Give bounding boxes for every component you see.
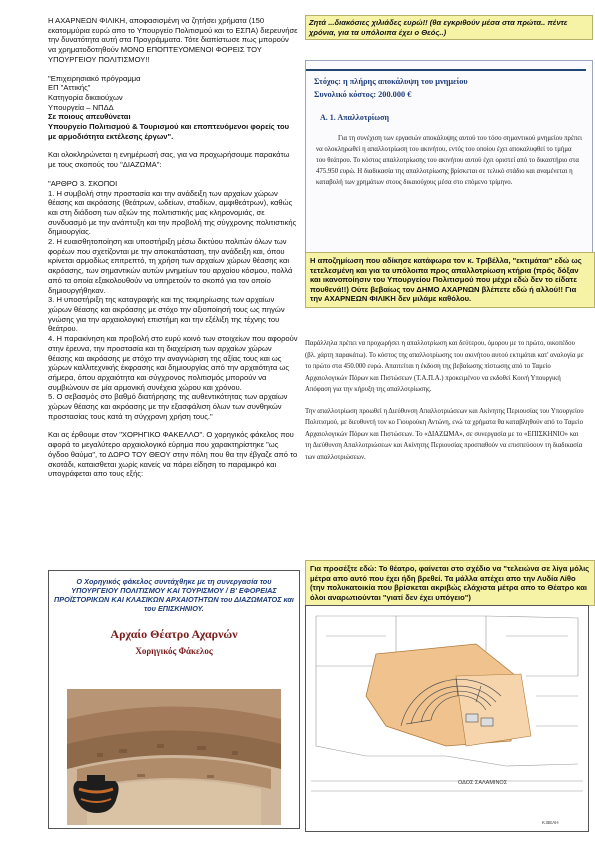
doc-goal: Στόχος: η πλήρης αποκάλυψη του μνημείου [314,77,468,86]
goal-item: 4. Η παρακίνηση και προβολή στο ευρύ κοινό των στοιχείων που αφορούν στην έρευνα, την προστασία και τη διαχείριση των αρχαίων χώρων θέασης και ακρόασης με στόχο την αναγνώριση της αξίας τους και ως χώρων καλλιτεχνικής έκφρασης και δημιουργίας από την αρχαιότητα ως σήμερα, όπου αρχαιότητα και σύγχρονος πολιτισμός μπορούν να συμβιώνουν σε μία αρμονική συνέχεια χώρου και χρόνου. [48,334,298,392]
sponsorship-folder-cover [48,570,300,829]
project-document-excerpt [305,60,593,254]
category-line: Κατηγορία δικαιούχων [48,92,123,102]
expropriation-plot [456,674,531,746]
doc-cost: Συνολικό κόστος: 200.000 € [314,90,412,99]
closing-paragraph: Και ας έρθουμε στον "ΧΟΡΗΓΙΚΟ ΦΑΚΕΛΛΟ". Ο χορηγικός φάκελος που αφορά το μεγαλύτερο αρχαιολογικό εύρημα που χαρακτηρίστηκε "ως όγδοο θαύμα", το ΔΩΡΟ ΤΟΥ ΘΕΟΥ στην πόλη που θα την έβγαζε από το σκοτάδι, καταισθεται χωρίς κανείς να πάρει είδηση το παραμικρό και υπογράφεται απο τους εξής: [48,430,298,479]
who-heading: Σε ποιους απευθύνεται [48,112,131,122]
goal-item: 5. Ο σεβασμός στο βαθμό διατήρησης της αυθεντικότητας των αρχαίων χώρων θέασης και ακρόασης με την εξασφάλιση όλων των συνθηκών προστασίας τους κατά τη σύγχρονη χρήση τους." [48,392,288,421]
highlight-note-top: Ζητά ...διακόσιες χιλιάδες ευρώ!! (θα εγκριθούν μέσα στα πρώτα.. πέντε χρόνια, για τα υπόλοιπα έχει ο Θεός..) [305,15,593,40]
cover-intro-text: Ο Χορηγικός φάκελος συντάχθηκε με τη συνεργασία του ΥΠΟΥΡΓΕΙΟΥ ΠΟΛΙΤΙΣΜΟΥ ΚΑΙ ΤΟΥΡΙΣΜΟΥ / Β' ΕΦΟΡΕΙΑΣ ΠΡΟΪΣΤΟΡΙΚΩΝ ΚΑΙ ΚΛΑΣΙΚΩΝ ΑΡΧΑΙΟΤΗΤΩΝ του ΔΙΑΖΩΜΑΤΟΣ και του ΕΠΙΣΚΗΝΙΟΥ. [54,577,294,613]
goal-item: 3. Η υποστήριξη της καταγραφής και της τεκμηρίωσης των αρχαίων χώρων θέασης και ακρόασης με στόχο την αξιοποίησή τους ως πηγών γνώσης για την αρχαιολογική επιστήμη και την εξέλιξη της τέχνης του θεάτρου. [48,295,285,334]
goal-item: 1. Η συμβολή στην προστασία και την ανάδειξη των αρχαίων χώρων θέασης και ακρόασης (θεάτρων, ωδείων, σταδίων, αμφιθεάτρων), καθώς και στη διάδοση των αξιών της πολιτιστικής μας κληρονομιάς, σε συνδυασμό με την ανάπτυξη και την προβολή της σύγχρονης πολιτιστικής δημιουργίας. [48,188,297,237]
site-plan-map [305,605,589,832]
article-heading: "ΑΡΘΡΟ 3. ΣΚΟΠΟΙ [48,178,118,188]
expropriation-text [305,338,585,473]
ep-line: ΕΠ "Αττικής" [48,83,91,93]
program-line: "Επιχειρησιακό πρόγραμμα [48,73,141,83]
site-plan-drawing [306,606,588,831]
highlight-note-bottom: Για προσέξτε εδώ: Το θέατρο, φαίνεται στο σχέδιο να "τελειώνα σε λίγα μόλις μέτρα απο αυτό που έχει ήδη βρεθεί. Τα μάλλα απέχει απο την Λυδία Λίθο (την πολυκατοικία που βρίσκεται ακριβώς ελάχιστα μέτρα απο το Θέατρο και όλοι αναρωτιούνται "γιατί δεν έχει υπόγειο") [305,560,595,606]
doc-body [316,133,582,188]
doc-section-title: Α. 1. Απαλλοτρίωση [320,113,390,122]
ministry-line: Υπουργεία – ΝΠΔΔ [48,102,114,112]
goal-item: 2. Η ευαισθητοποίηση και υποστήριξη μέσω δικτύου πολιτών όλων των φορέων που σχετίζονται με την αποκατάσταση, την ανάδειξη και, όπου κρίνεται αρμοδίως επιτρεπτό, τη χρήση των αρχαίων χώρων θέασης και ακρόασης, των σημαντικών αυτών μνημείων του αρχαίου κόσμου, πολλά από τα οποία εξακολουθούν να υπηρετούν το σκοπό για τον οποίο δημιουργήθηκαν. [48,237,293,295]
cover-subtitle: Χορηγικός Φάκελος [135,646,213,656]
theatre-photo-collage [67,689,281,825]
left-column [48,16,298,479]
intro-paragraph: Η ΑΧΑΡΝΕΩΝ ΦΙΛΙΚΗ, αποφασισμένη να ζητήσει χρήματα (150 εκατομμύρια ευρώ απο το Υπουργείο Πολιτισμού και το ΕΣΠΑ) διερευνήσε την δυνατότητα αυτή στα Προγράμματα. Τότε διαπίστωσε πως μπορούν να χρηματοδοτηθούν ΜΟΝΟ ΕΠΟΠΤΕΥΟΜΕΝΟΙ ΦΟΡΕΙΣ ΤΟΥ ΥΠΟΥΡΓΕΙΟΥ ΠΟΛΙΤΙΣΜΟΥ!! [48,16,298,64]
street-label: ΟΔΟΣ ΣΑΛΑΜΙΝΟΣ [458,780,508,786]
drawing-signature: Κ.ΒΕΛΗ [542,820,559,825]
doc-divider [306,69,586,71]
highlight-note-middle: Η αποζημίωση που αδίκησε κατάφωρα τον κ. Τριβέλλα, "εκτιμάται" εδώ ως τετελεσμένη και για τα υπόλοιπα προς απαλλοτρίωση κτήρια (πρός δόξαν και ικανοποίησιν του Υπουργείου Πολιτισμού που μέχρι εδώ δεν το είδατε πουθενά!!) Ούτε βεβαίως τον ΔΗΜΟ ΑΧΑΡΝΩΝ βλέπετε εδώ ή αλλού!! Για την ΑΧΑΡΝΕΩΝ ΦΙΛΙΚΗ δεν μιλάμε καθόλου. [305,252,595,308]
cover-title: Αρχαίο Θέατρο Αχαρνών [110,627,238,641]
doc-body-text: Για τη συνέχιση των εργασιών αποκάλυψης αυτού του τόσο σημαντικού μνημείου πρέπει να ολοκληρωθεί η απαλλοτρίωση του ακινήτου, εντός του οποίου έχει αποκαλυφθεί το τμήμα του θεάτρου. Το κόστος απαλλοτρίωσης του ακινήτου αυτού έχει οριστεί από το δικαστήριο στα 475.950 ευρώ. Η διαδικασία της απαλλοτρίωσης βρίσκεται σε τελικό στάδιο και αναμένεται η καταβολή των χρημάτων στους δικαιούχους μέσα στο επόμενο τρίμηνο. [316,135,582,186]
expropriation-paragraph: Την απαλλοτρίωση προωθεί η Διεύθυνση Απαλλοτριώσεων και Ακίνητης Περιουσίας του Υπουργείου Πολιτισμού, με διευθυντή τον κο Γιουρούκη Αντώνη, ενώ τα χρήματα θα καταβληθούν από το Ταμείο Αρχαιολογικών Πόρων και Πιστώσεων. Το «ΔΙΑΖΩΜΑ», σε συνεργασία με το «ΕΠΙΣΚΗΝΙΟ» και τη Διεύθυνση Απαλλοτριώσεων και Ακίνητης Περιουσίας προσπαθούν να επισπεύσουν τη διαδικασία των απαλλοτριώσεων. [305,407,584,461]
expropriation-paragraph: Παράλληλα πρέπει να προχωρήσει η απαλλοτρίωση και δεύτερου, όμορου με το πρώτο, οικοπέδου (βλ. χάρτη παρακάτω). Το κόστος της απαλλοτρίωσης του ακινήτου αυτού εκτιμάται κατ' αναλογία με το πρώτο στα 450.000 ευρώ. Απαιτείται η έκδοση της βεβαίωσης πίστωσης από το Ταμείο Αρχαιολογικών Πόρων και Πιστώσεων (Τ.Α.Π.Α.) προκειμένου να εκδοθεί Κοινή Υπουργική Απόφαση για την κήρυξη της απαλλοτρίωσης. [305,340,584,393]
doc-heading [314,75,468,101]
who-text: Υπουργείο Πολιτισμού & Τουρισμού και εποπτευόμενοι φορείς του με αρμοδιότητα εκτέλεσης έργων". [48,122,290,141]
inform-paragraph: Και ολοκληρώνεται η ενημέρωσή σας, για να προχωρήσουμε παρακάτω με τους σκοπούς του "ΔΙΑΖΩΜΑ": [48,150,290,170]
